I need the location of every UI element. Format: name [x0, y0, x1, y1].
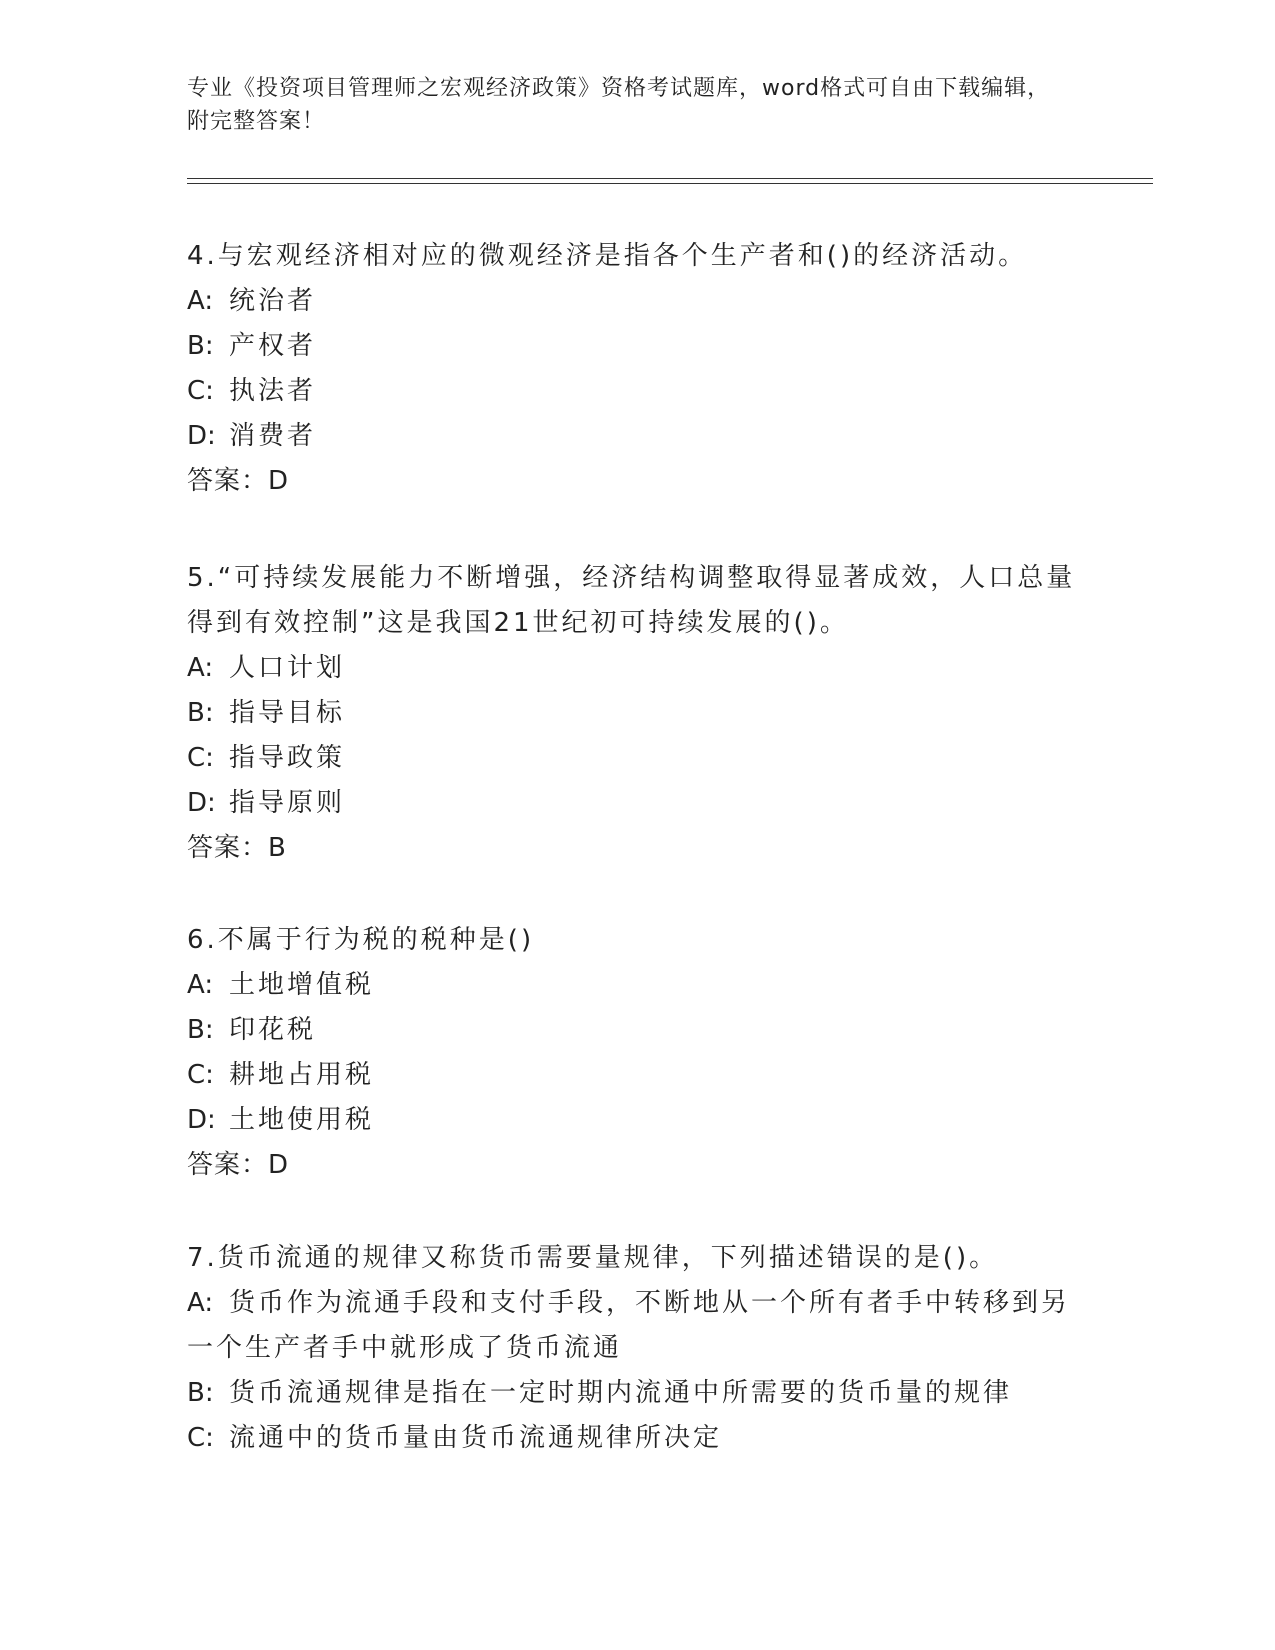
question-7 [187, 1236, 1087, 1461]
option-text: 消费者 [229, 421, 317, 451]
option-text: 耕地占用税 [229, 1060, 375, 1090]
option-text: 土地增值税 [229, 970, 375, 1000]
option-a [187, 279, 1087, 324]
question-stem: 4.与宏观经济相对应的微观经济是指各个生产者和()的经济活动。 [187, 241, 1028, 271]
option-c [187, 736, 1087, 781]
option-text: 统治者 [229, 286, 317, 316]
option-text: 产权者 [229, 331, 317, 361]
option-key: B: [187, 1378, 214, 1408]
option-key: A: [187, 1288, 214, 1318]
option-text: 印花税 [229, 1015, 317, 1045]
option-d [187, 781, 1087, 826]
document-header: 专业《投资项目管理师之宏观经济政策》资格考试题库，word格式可自由下载编辑，附完整答案！ [187, 76, 1051, 134]
question-4 [187, 234, 1087, 504]
option-text: 指导目标 [229, 698, 346, 728]
option-c [187, 369, 1087, 414]
option-text: 流通中的货币量由货币流通规律所决定 [229, 1423, 723, 1453]
option-key: C: [187, 1423, 214, 1453]
option-key: B: [187, 698, 214, 728]
option-a [187, 963, 1087, 1008]
option-key: A: [187, 653, 214, 683]
option-c [187, 1416, 1087, 1461]
option-key: D: [187, 421, 216, 451]
option-key: C: [187, 743, 214, 773]
header-divider-top [187, 178, 1153, 179]
option-key: A: [187, 286, 214, 316]
question-stem: 5.“可持续发展能力不断增强，经济结构调整取得显著成效，人口总量得到有效控制”这是我国21世纪初可持续发展的()。 [187, 563, 1076, 638]
option-text: 货币流通规律是指在一定时期内流通中所需要的货币量的规律 [229, 1378, 1013, 1408]
option-d [187, 1098, 1087, 1143]
option-a [187, 646, 1087, 691]
option-b [187, 1008, 1087, 1053]
answer: 答案：D [187, 1150, 290, 1180]
option-a [187, 1281, 1087, 1371]
option-text: 指导政策 [229, 743, 346, 773]
option-text: 土地使用税 [229, 1105, 375, 1135]
answer: 答案：B [187, 833, 287, 863]
option-key: A: [187, 970, 214, 1000]
option-b [187, 324, 1087, 369]
answer: 答案：D [187, 466, 290, 496]
option-d [187, 414, 1087, 459]
option-text: 执法者 [229, 376, 317, 406]
option-text: 人口计划 [229, 653, 346, 683]
option-c [187, 1053, 1087, 1098]
option-key: C: [187, 376, 214, 406]
question-stem: 7.货币流通的规律又称货币需要量规律，下列描述错误的是()。 [187, 1243, 999, 1273]
question-5 [187, 556, 1087, 871]
question-stem: 6.不属于行为税的税种是() [187, 925, 535, 955]
option-key: B: [187, 331, 214, 361]
option-text: 货币作为流通手段和支付手段，不断地从一个所有者手中转移到另一个生产者手中就形成了货币流通 [187, 1288, 1071, 1363]
question-6 [187, 918, 1087, 1188]
option-key: D: [187, 1105, 216, 1135]
header-divider-bottom [187, 183, 1153, 184]
option-key: B: [187, 1015, 214, 1045]
option-key: D: [187, 788, 216, 818]
option-key: C: [187, 1060, 214, 1090]
option-b [187, 1371, 1087, 1416]
option-b [187, 691, 1087, 736]
option-text: 指导原则 [229, 788, 346, 818]
